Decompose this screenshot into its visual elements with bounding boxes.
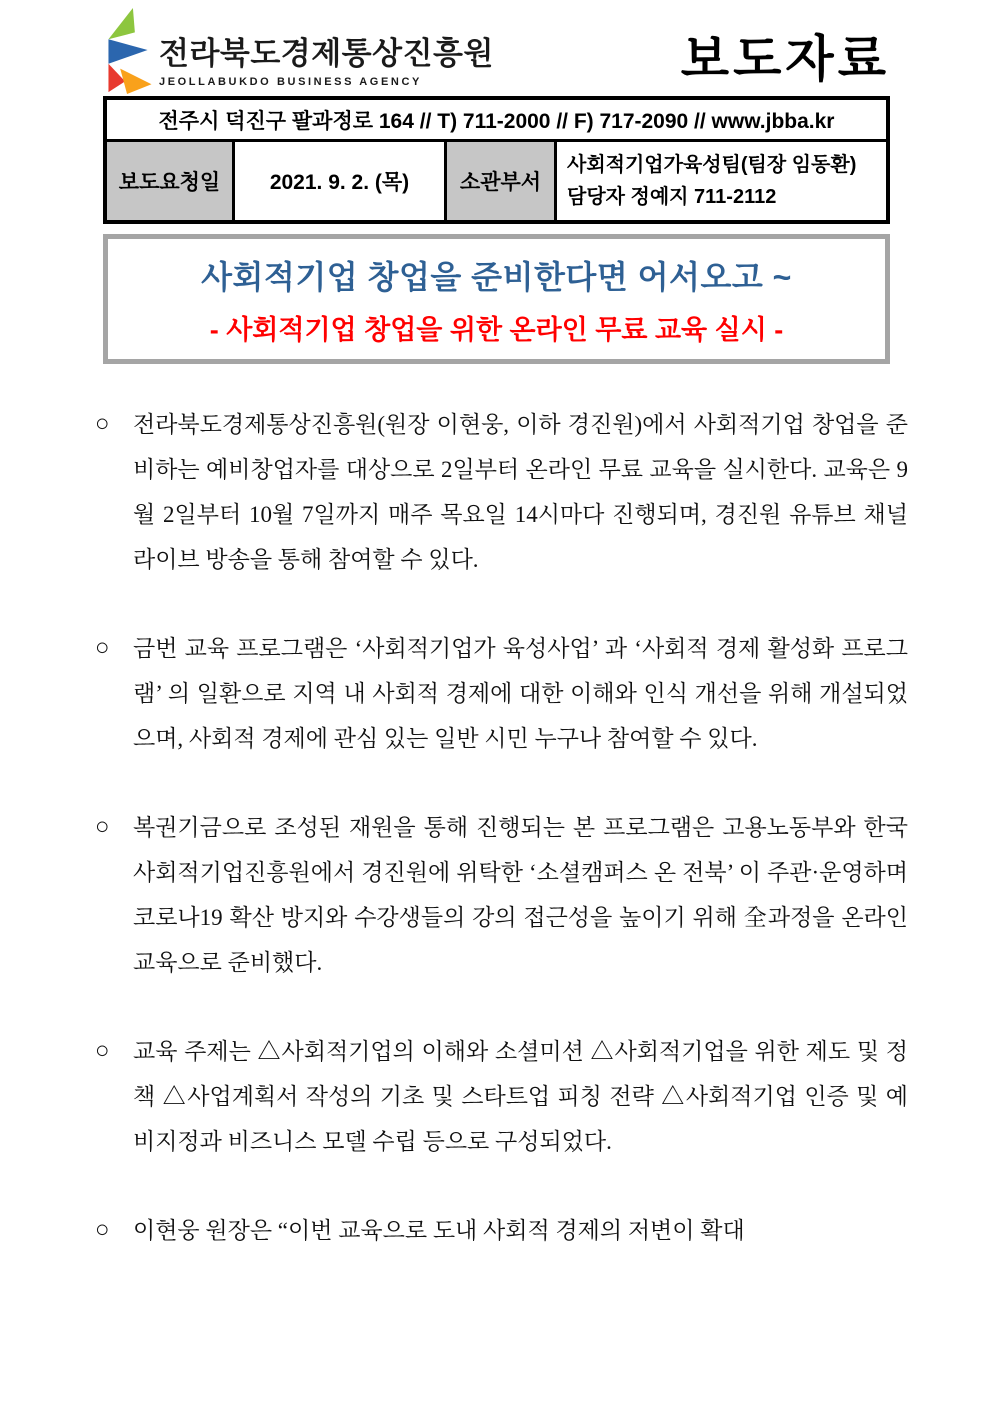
body-paragraph [95,805,908,985]
request-date-value: 2021. 9. 2. (목) [235,142,447,220]
department-contact [557,142,886,220]
paragraph-bullet: ○ [95,411,110,437]
agency-address-line: 전주시 덕진구 팔과정로 164 // T) 711-2000 // F) 717-2090 // www.jbba.kr [107,100,886,142]
contact-info-table [103,96,890,224]
paragraph-text: 이현웅 원장은 “이번 교육으로 도내 사회적 경제의 저변이 확대 [133,1218,745,1243]
press-body [95,402,908,1253]
agency-name-korean: 전라북도경제통상진흥원 [159,36,494,71]
agency-logo-icon [103,6,155,96]
agency-logo-text [159,28,494,88]
press-subtitle: - 사회적기업 창업을 위한 온라인 무료 교육 실시 - [209,314,784,345]
header [103,6,890,96]
body-paragraph [95,1029,908,1164]
paragraph-text: 복권기금으로 조성된 재원을 통해 진행되는 본 프로그램은 고용노동부와 한국사회적기업진흥원에서 경진원에 위탁한 ‘소셜캠퍼스 온 전북’ 이 주관·운영하며 코로나19 확산 방지와 수강생들의 강의 접근성을 높이기 위해 全과정을 온라인 교육으로 준비했다. [133,815,908,975]
paragraph-bullet: ○ [95,1217,110,1243]
press-title-box [103,234,890,364]
body-paragraph [95,626,908,761]
paragraph-bullet: ○ [95,635,110,661]
agency-name-english: JEOLLABUKDO BUSINESS AGENCY [159,76,422,88]
document-type-title: 보도자료 [680,31,890,87]
paragraph-text: 교육 주제는 △사회적기업의 이해와 소셜미션 △사회적기업을 위한 제도 및 정책 △사업계획서 작성의 기초 및 스타트업 피칭 전략 △사회적기업 인증 및 예비지정과 비즈니스 모델 수립 등으로 구성되었다. [133,1039,908,1154]
department-manager-line: 담당자 정예지 711-2112 [567,186,777,208]
department-team-line: 사회적기업가육성팀(팀장 임동환) [567,154,857,176]
press-main-title: 사회적기업 창업을 준비한다면 어서오고 ~ [201,258,792,295]
paragraph-text: 금번 교육 프로그램은 ‘사회적기업가 육성사업’ 과 ‘사회적 경제 활성화 프로그램’ 의 일환으로 지역 내 사회적 경제에 대한 이해와 인식 개선을 위해 개설되었으며, 사회적 경제에 관심 있는 일반 시민 누구나 참여할 수 있다. [133,636,908,751]
request-date-label: 보도요청일 [107,142,235,220]
department-label: 소관부서 [447,142,557,220]
press-meta-row [107,142,886,220]
paragraph-text: 전라북도경제통상진흥원(원장 이현웅, 이하 경진원)에서 사회적기업 창업을 준비하는 예비창업자를 대상으로 2일부터 온라인 무료 교육을 실시한다. 교육은 9월 2일부터 10월 7일까지 매주 목요일 14시마다 진행되며, 경진원 유튜브 채널 라이브 방송을 통해 참여할 수 있다. [133,412,908,572]
paragraph-bullet: ○ [95,814,110,840]
paragraph-bullet: ○ [95,1038,110,1064]
agency-logo [103,6,494,96]
body-paragraph [95,1208,908,1253]
body-paragraph [95,402,908,582]
